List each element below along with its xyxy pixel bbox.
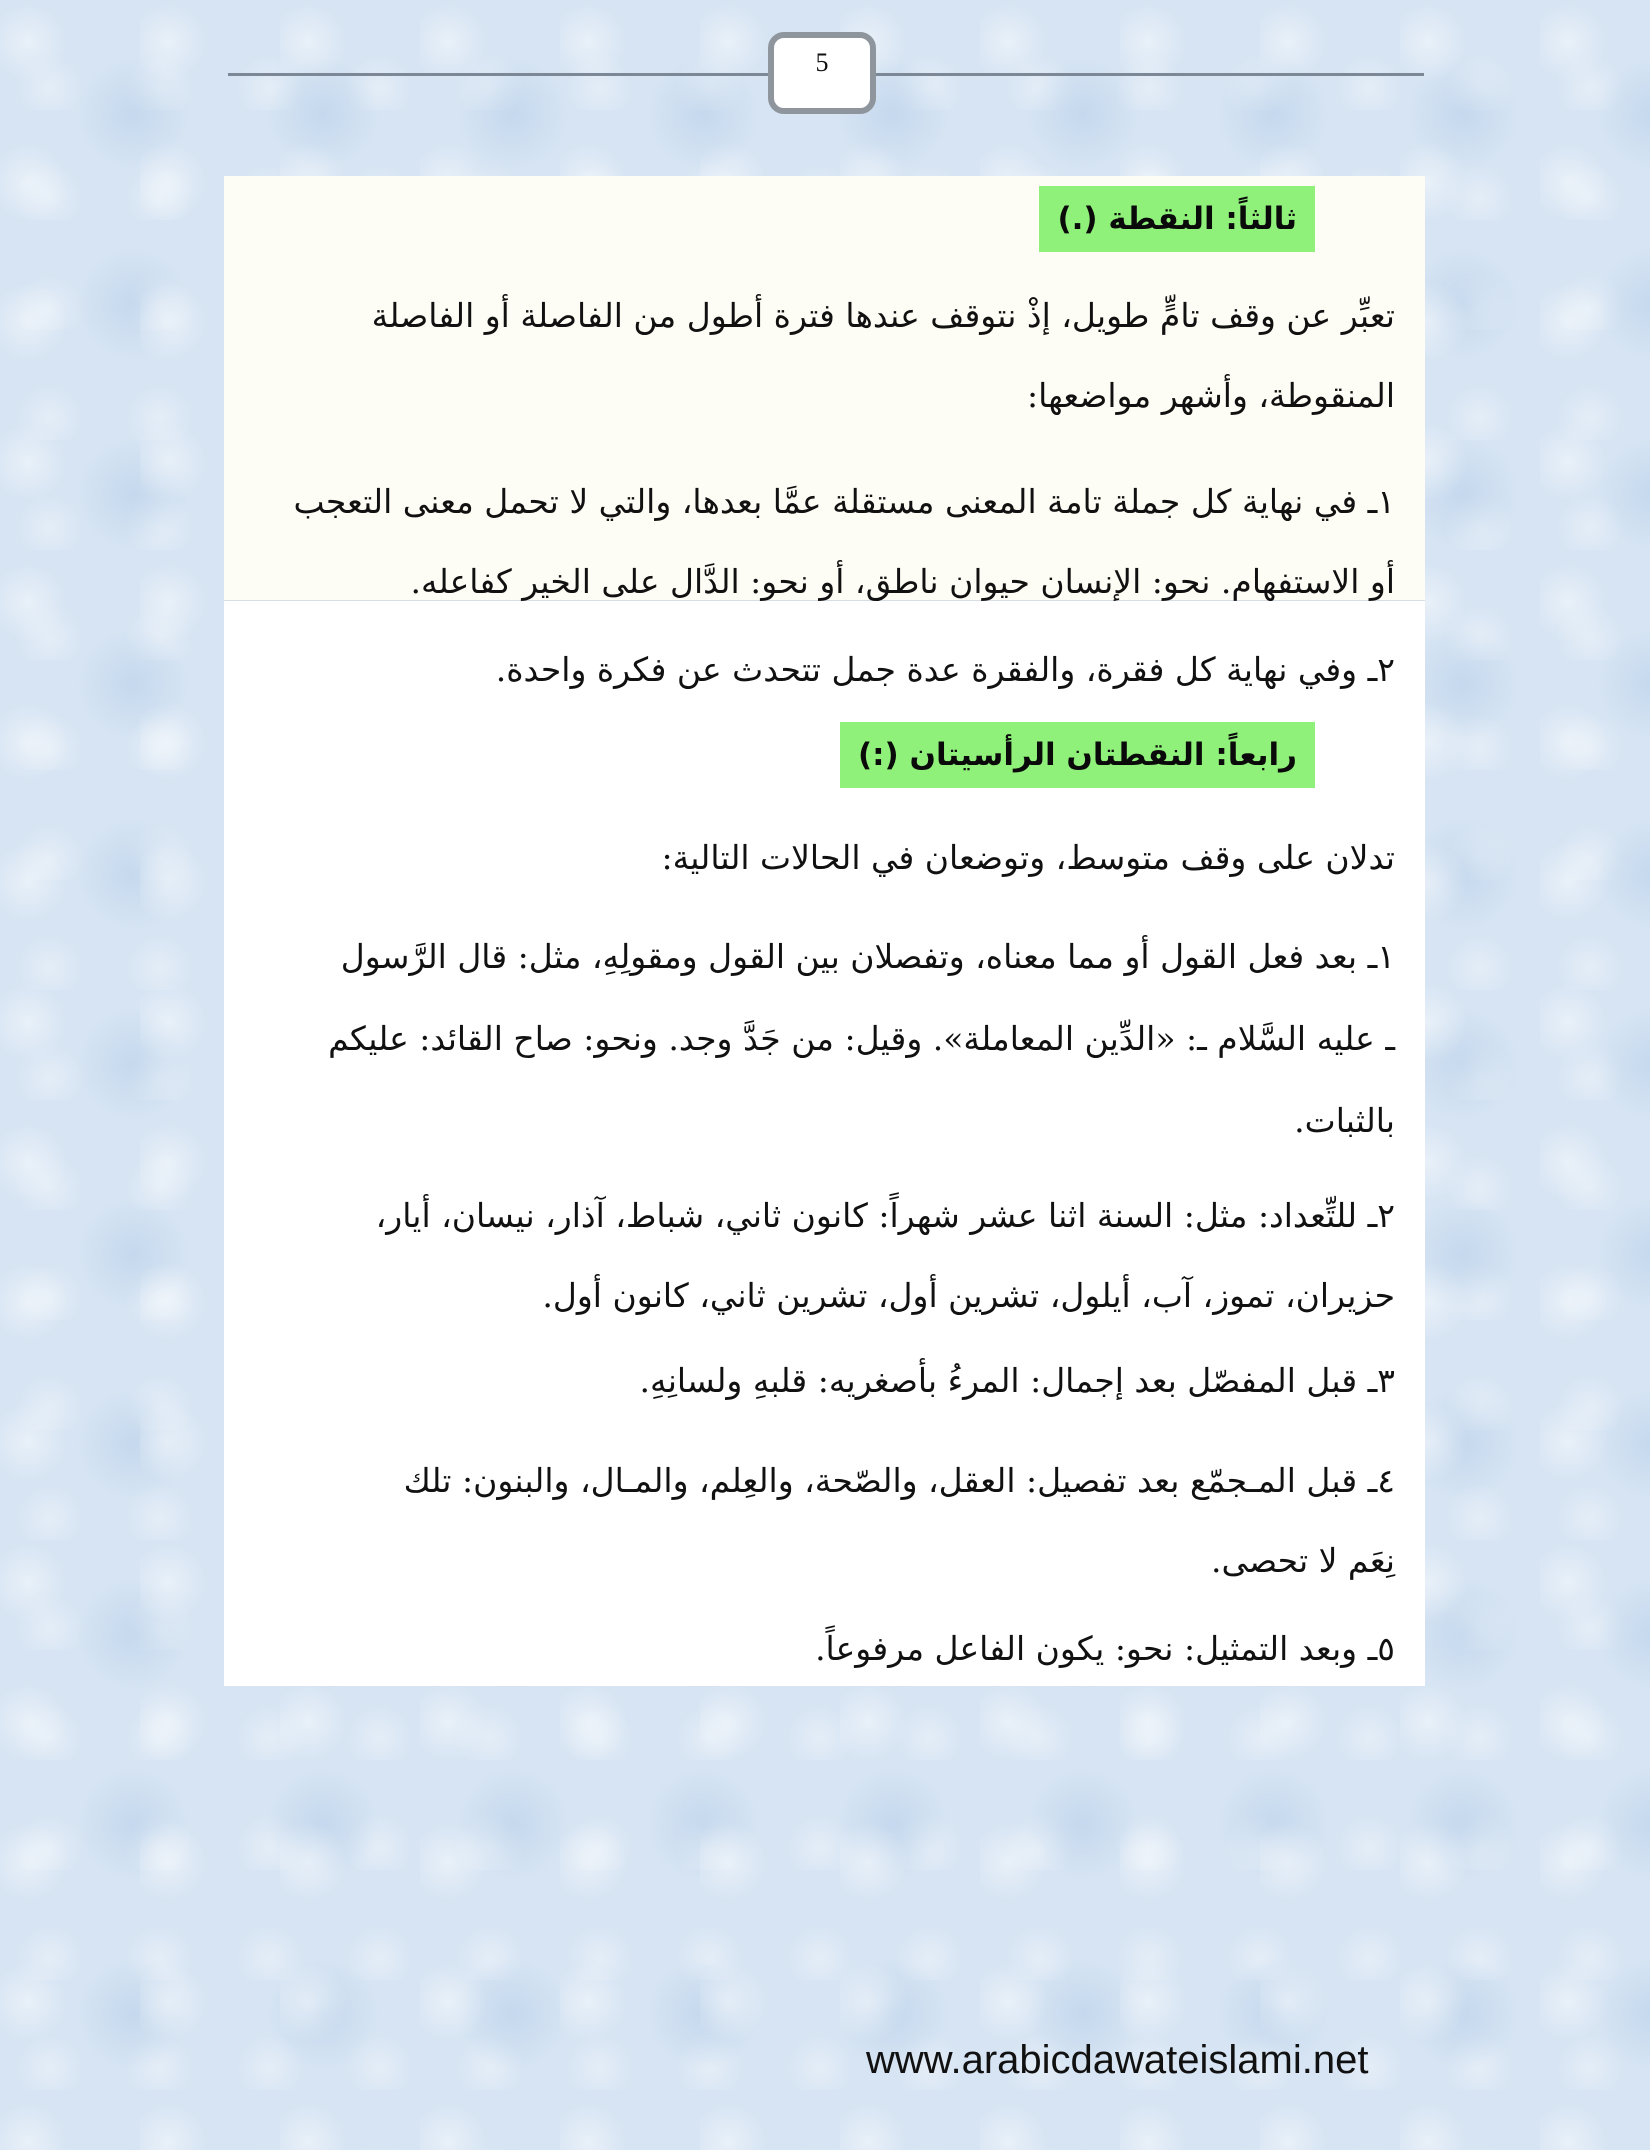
content-panel	[224, 176, 1425, 1686]
colon-item-2	[254, 1176, 1395, 1336]
colon-item-5	[254, 1619, 1395, 1679]
page-number-text: 5	[815, 48, 829, 77]
text-line: ١ـ في نهاية كل جملة تامة المعنى مستقلة عمَّا بعدها، والتي لا تحمل معنى التعجب	[293, 482, 1395, 521]
period-item-2	[254, 640, 1395, 700]
text-line: ـ عليه السَّلام ـ: «الدِّين المعاملة». وقيل: من جَدَّ وجد. ونحو: صاح القائد: عليكم	[328, 1019, 1395, 1058]
text-line: حزيران، تموز، آب، أيلول، تشرين أول، تشرين ثاني، كانون أول.	[542, 1276, 1395, 1315]
text-line: ٢ـ وفي نهاية كل فقرة، والفقرة عدة جمل تتحدث عن فكرة واحدة.	[495, 650, 1395, 689]
period-intro-paragraph	[254, 276, 1395, 436]
text-line: ٤ـ قبل المـجمّع بعد تفصيل: العقل، والصّحة، والعِلم، والمـال، والبنون: تلك	[403, 1461, 1395, 1500]
text-line: ٥ـ وبعد التمثيل: نحو: يكون الفاعل مرفوعاً.	[815, 1629, 1395, 1668]
text-line: تدلان على وقف متوسط، وتوضعان في الحالات التالية:	[661, 838, 1395, 877]
colon-item-1	[254, 916, 1395, 1162]
text-line: ٢ـ للتِّعداد: مثل: السنة اثنا عشر شهراً: كانون ثاني، شباط، آذار، نيسان، أيار،	[375, 1196, 1395, 1235]
colon-item-3	[254, 1351, 1395, 1411]
section-heading-period: ثالثاً: النقطة (.)	[1039, 186, 1315, 252]
page-number	[768, 32, 876, 114]
colon-intro-paragraph	[254, 828, 1395, 888]
text-line: ١ـ بعد فعل القول أو مما معناه، وتفصلان بين القول ومقولِهِ، مثل: قال الرَّسول	[340, 937, 1395, 976]
text-line: أو الاستفهام. نحو: الإنسان حيوان ناطق، أو نحو: الدَّال على الخير كفاعله.	[410, 562, 1395, 601]
header-rule-left	[228, 73, 768, 76]
text-line: بالثبات.	[1294, 1101, 1395, 1140]
text-line: المنقوطة، وأشهر مواضعها:	[1027, 376, 1395, 415]
colon-item-4	[254, 1441, 1395, 1601]
text-line: تعبِّر عن وقف تامٍّ طويل، إذْ نتوقف عندها فترة أطول من الفاصلة أو الفاصلة	[371, 296, 1395, 335]
header-rule-right	[876, 73, 1424, 76]
text-line: ٣ـ قبل المفصّل بعد إجمال: المرءُ بأصغريه: قلبهِ ولسانِهِ.	[639, 1361, 1395, 1400]
footer-website-url: www.arabicdawateislami.net	[866, 2038, 1369, 2082]
text-line: نِعَم لا تحصى.	[1211, 1541, 1395, 1580]
period-item-1	[254, 462, 1395, 622]
section-heading-colon: رابعاً: النقطتان الرأسيتان (:)	[840, 722, 1315, 788]
